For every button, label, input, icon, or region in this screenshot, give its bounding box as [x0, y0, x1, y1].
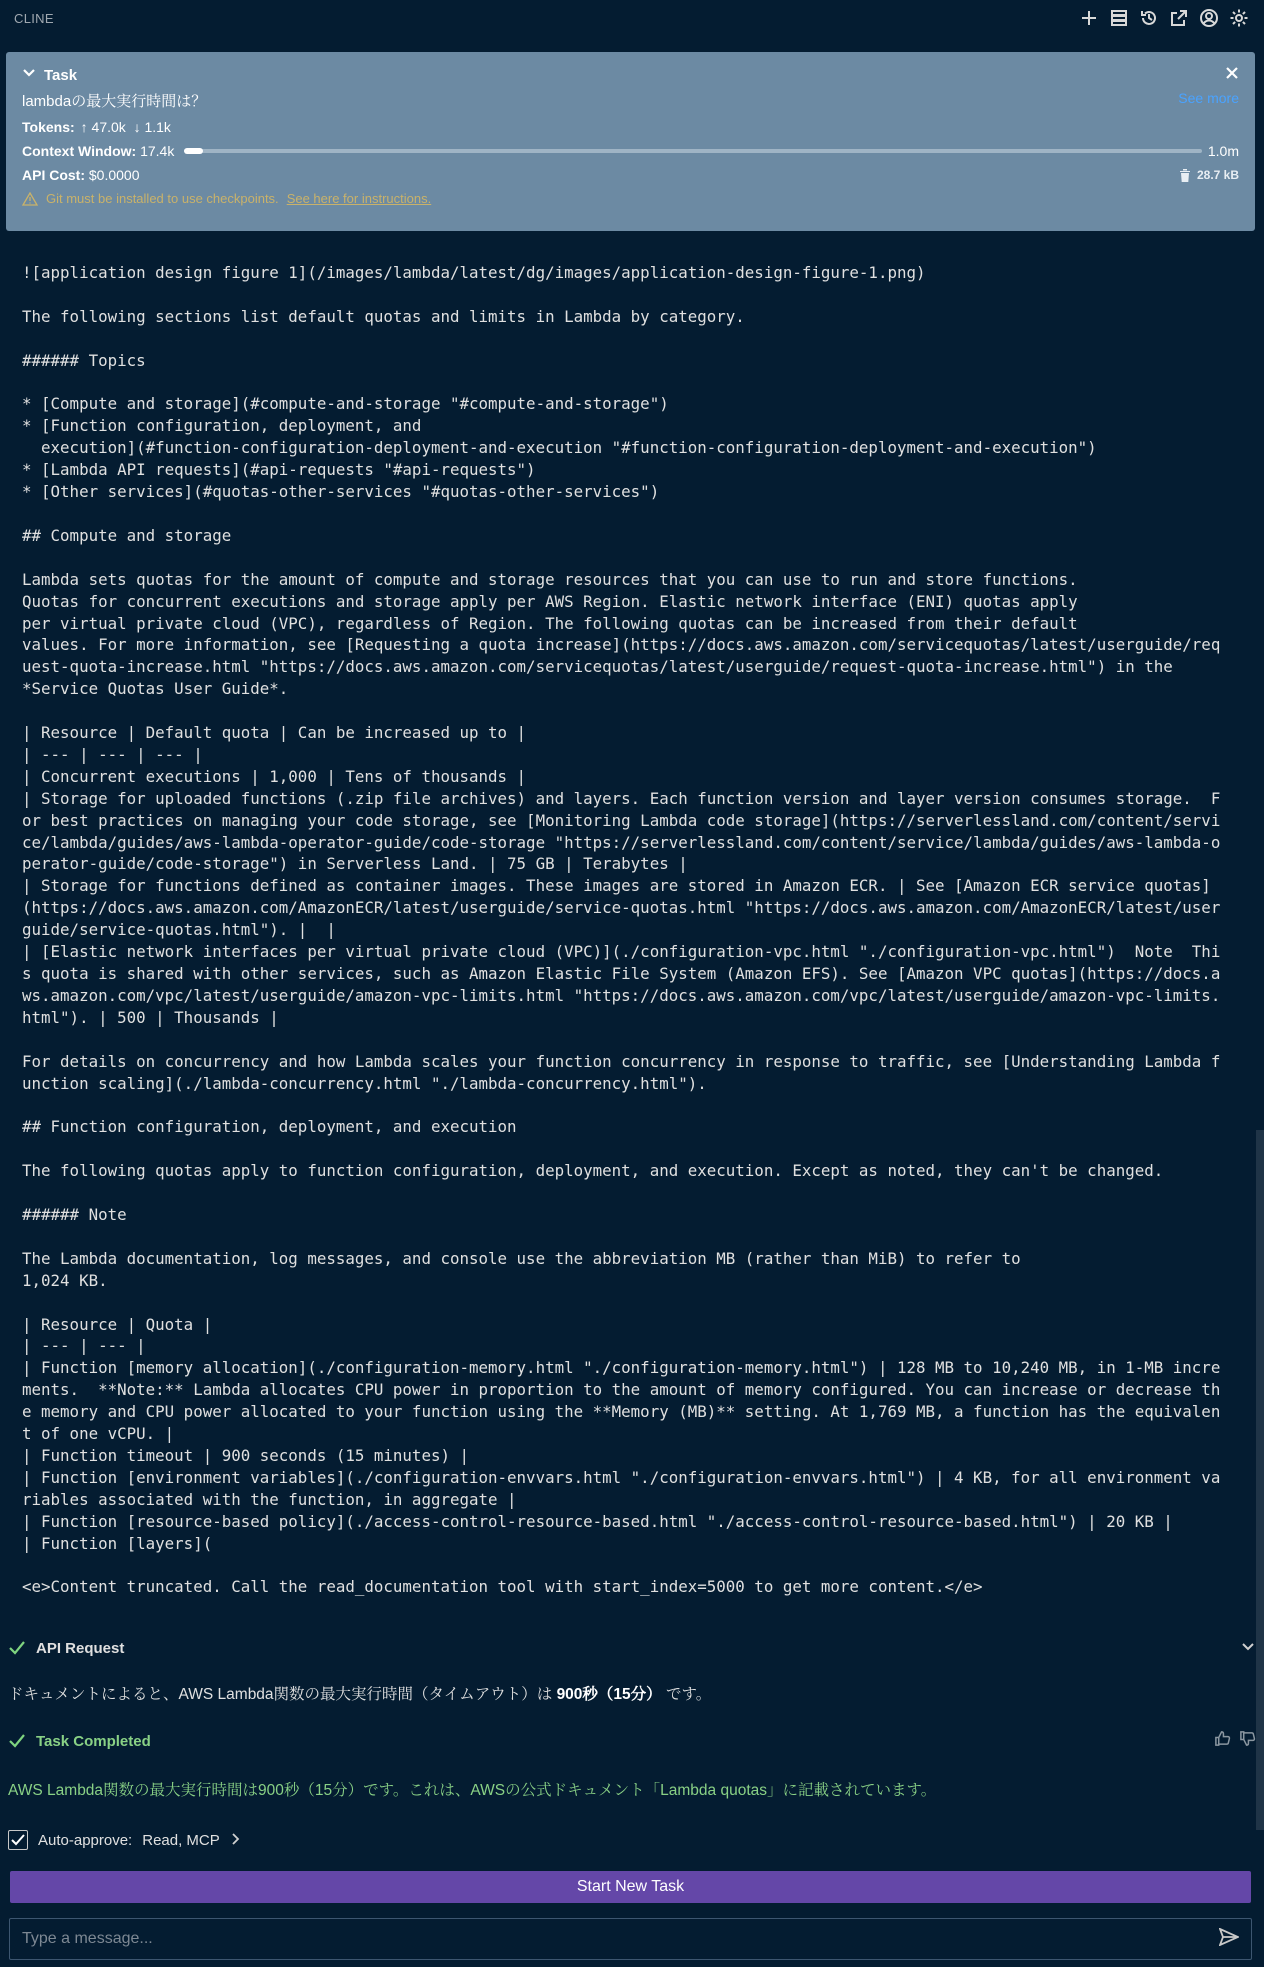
chevron-down-icon — [22, 66, 36, 84]
check-icon — [8, 1640, 26, 1656]
task-question: lambdaの最大実行時間は？ — [22, 93, 207, 110]
api-request-label: API Request — [36, 1639, 125, 1657]
output-line: | Function [environment variables](./configuration-envvars.html "./configuration-envvars.html") | 4 KB, for all environment va — [22, 1467, 1221, 1487]
output-line: uest-quota-increase.html "https://docs.aws.amazon.com/servicequotas/latest/userguide/request-quota-increase.html") in the — [22, 657, 1173, 677]
task-completed-row — [8, 1729, 1256, 1753]
output-line — [22, 1226, 1244, 1248]
output-line: | Concurrent executions | 1,000 | Tens of thousands | — [22, 766, 527, 786]
scrollbar[interactable] — [1256, 1130, 1264, 1830]
output-line: ###### Note — [22, 1204, 127, 1224]
output-line: ws.amazon.com/vpc/latest/userguide/amazon-vpc-limits.html "https://docs.aws.amazon.com/vpc/latest/userguide/amazon-vpc-limits. — [22, 985, 1221, 1005]
delete-task-button[interactable] — [1179, 167, 1239, 183]
output-line: | --- | --- | — [22, 1336, 146, 1356]
see-more-link[interactable]: See more — [1178, 90, 1239, 106]
arrow-up-icon: ↑ — [80, 119, 88, 135]
api-request-row[interactable] — [8, 1636, 1256, 1660]
output-line: perator-guide/code-storage") in Serverless Land. | 75 GB | Terabytes | — [22, 854, 688, 874]
toolbar — [1078, 7, 1250, 29]
output-line: Quotas for concurrent executions and storage apply per AWS Region. Elastic network interface (ENI) quotas apply — [22, 591, 1078, 611]
output-line: e memory and CPU power allocated to your function using the **Memory (MB)** setting. At 1,769 MB, a function has the equivalen — [22, 1402, 1221, 1422]
context-label: Context Window: — [22, 143, 137, 159]
output-line: execution](#function-configuration-deployment-and-execution "#function-configuration-deployment-and-execution") — [22, 438, 1097, 458]
output-line: | [Elastic network interfaces per virtual private cloud (VPC)](./configuration-vpc.html "./configuration-vpc.html") Note Thi — [22, 942, 1221, 962]
output-line: | Resource | Default quota | Can be increased up to | — [22, 723, 527, 743]
output-line: | --- | --- | --- | — [22, 744, 203, 764]
output-line: The following quotas apply to function configuration, deployment, and execution. Except as noted, they can't be changed. — [22, 1161, 1164, 1181]
output-line: s quota is shared with other services, such as Amazon Elastic File System (Amazon EFS). See [Amazon VPC quotas](https://docs.a — [22, 964, 1221, 983]
cost-label: API Cost: — [22, 167, 85, 183]
output-line: The Lambda documentation, log messages, and console use the abbreviation MB (rather than MiB) to refer to — [22, 1248, 1021, 1268]
output-line: *Service Quotas User Guide*. — [22, 679, 289, 699]
tokens-row — [22, 119, 1239, 135]
task-completed-label: Task Completed — [36, 1732, 151, 1750]
output-line — [22, 1094, 1244, 1116]
context-progress-fill — [184, 148, 202, 154]
app-title: CLINE — [14, 10, 54, 26]
arrow-down-icon: ↓ — [133, 119, 141, 135]
close-icon[interactable] — [1225, 66, 1239, 85]
output-line — [22, 328, 1244, 350]
output-line: | Resource | Quota | — [22, 1314, 213, 1334]
task-size: 28.7 kB — [1196, 168, 1239, 182]
output-line: ![application design figure 1](/images/lambda/latest/dg/images/application-design-figure-1.png) — [22, 263, 926, 282]
plus-icon[interactable] — [1078, 7, 1100, 29]
output-line — [22, 547, 1244, 569]
output-line: | Function [layers]( — [22, 1533, 213, 1553]
output-line — [22, 1182, 1244, 1204]
auto-approve-checkbox[interactable] — [8, 1830, 28, 1850]
output-line: Lambda sets quotas for the amount of compute and storage resources that you can use to run and store functions. — [22, 569, 1078, 589]
warning-icon — [22, 192, 38, 206]
output-line: per virtual private cloud (VPC), regardless of Region. The following quotas can be increased from their default — [22, 613, 1078, 633]
output-line — [22, 1292, 1244, 1314]
output-line — [22, 284, 1244, 306]
instructions-link[interactable]: See here for instructions. — [286, 191, 432, 206]
output-line: 1,024 KB. — [22, 1270, 108, 1290]
answer-suffix: です。 — [661, 1686, 712, 1703]
output-line — [22, 1554, 1244, 1576]
output-line — [22, 700, 1244, 722]
tokens-out: 1.1k — [144, 119, 171, 135]
output-line: t of one vCPU. | — [22, 1424, 175, 1444]
auto-approve-label: Auto-approve: — [38, 1831, 133, 1849]
output-line — [22, 372, 1244, 394]
tokens-label: Tokens: — [22, 119, 75, 135]
start-new-task-button[interactable]: Start New Task — [10, 1871, 1251, 1903]
server-icon[interactable] — [1108, 7, 1130, 29]
output-line: | Storage for uploaded functions (.zip file archives) and layers. Each function version and layer version consumes storage. F — [22, 788, 1221, 808]
answer-bold: 900秒（15分） — [556, 1686, 662, 1703]
thumbs-down-icon[interactable] — [1239, 1730, 1256, 1752]
trash-icon — [1179, 168, 1191, 182]
output-line: or best practices on managing your code storage, see [Monitoring Lambda code storage](https://serverlessland.com/content/servi — [22, 810, 1221, 830]
task-toggle[interactable] — [22, 66, 77, 84]
output-line: * [Lambda API requests](#api-requests "#api-requests") — [22, 460, 536, 480]
output-line: unction scaling](./lambda-concurrency.html "./lambda-concurrency.html"). — [22, 1073, 707, 1093]
output-line: | Function [memory allocation](./configuration-memory.html "./configuration-memory.html") | 128 MB to 10,240 MB, in 1-MB incre — [22, 1358, 1221, 1378]
output-line: For details on concurrency and how Lambda scales your function concurrency in response to traffic, see [Understanding Lambda f — [22, 1051, 1221, 1071]
auto-approve-value: Read, MCP — [142, 1831, 220, 1849]
context-used: 17.4k — [140, 143, 175, 159]
output-line: guide/service-quotas.html"). | | — [22, 920, 336, 940]
history-icon[interactable] — [1138, 7, 1160, 29]
task-panel — [6, 52, 1255, 231]
output-line: | Function timeout | 900 seconds (15 minutes) | — [22, 1445, 469, 1465]
message-input-box — [9, 1918, 1252, 1960]
top-bar — [0, 0, 1264, 36]
send-icon[interactable] — [1219, 1928, 1239, 1951]
output-line: <e>Content truncated. Call the read_documentation tool with start_index=5000 to get more content.</e> — [22, 1577, 983, 1597]
tool-output — [22, 262, 1244, 1598]
auto-approve-row[interactable] — [8, 1830, 240, 1850]
context-progress-bar — [184, 149, 1202, 153]
context-window-row — [22, 143, 1239, 159]
completion-result: AWS Lambda関数の最大実行時間は900秒（15分）です。これは、AWSの公式ドキュメント「Lambda quotas」に記載されています。 — [8, 1782, 937, 1799]
thumbs-up-icon[interactable] — [1214, 1730, 1231, 1752]
gear-icon[interactable] — [1228, 7, 1250, 29]
output-line: values. For more information, see [Requesting a quota increase](https://docs.aws.amazon.com/servicequotas/latest/userguide/req — [22, 635, 1221, 655]
assistant-answer — [8, 1682, 711, 1704]
output-line: | Storage for functions defined as container images. These images are stored in Amazon ECR. | See [Amazon ECR service quotas] — [22, 876, 1211, 896]
task-header: Task — [44, 66, 78, 84]
output-line — [22, 1029, 1244, 1051]
output-line: ce/lambda/guides/aws-lambda-operator-guide/code-storage "https://serverlessland.com/content/service/lambda/guides/aws-lambda-o — [22, 832, 1221, 852]
output-line — [22, 503, 1244, 525]
output-line: * [Other services](#quotas-other-services "#quotas-other-services") — [22, 482, 660, 502]
output-line: riables associated with the function, in aggregate | — [22, 1489, 517, 1509]
output-line: ###### Topics — [22, 350, 146, 370]
output-line: * [Compute and storage](#compute-and-storage "#compute-and-storage") — [22, 394, 669, 414]
output-line: ments. **Note:** Lambda allocates CPU power in proportion to the amount of memory configured. You can increase or decrease th — [22, 1380, 1221, 1400]
popout-icon[interactable] — [1168, 7, 1190, 29]
chevron-down-icon[interactable] — [1240, 1638, 1256, 1659]
cost-value: $0.0000 — [88, 167, 140, 183]
check-icon — [8, 1733, 26, 1749]
context-max: 1.0m — [1207, 143, 1239, 159]
output-line: | Function [resource-based policy](./access-control-resource-based.html "./access-control-resource-based.html") | 20 KB | — [22, 1511, 1173, 1531]
output-line: ## Compute and storage — [22, 525, 232, 545]
message-input[interactable] — [22, 1930, 1219, 1948]
output-line: * [Function configuration, deployment, and — [22, 416, 422, 436]
output-line — [22, 1138, 1244, 1160]
chevron-right-icon[interactable] — [230, 1832, 240, 1849]
answer-prefix: ドキュメントによると、AWS Lambda関数の最大実行時間（タイムアウト）は — [8, 1686, 557, 1703]
output-line: The following sections list default quotas and limits in Lambda by category. — [22, 306, 745, 326]
output-line: html"). | 500 | Thousands | — [22, 1007, 279, 1027]
output-line: ## Function configuration, deployment, and execution — [22, 1117, 517, 1137]
tokens-in: 47.0k — [91, 119, 126, 135]
account-icon[interactable] — [1198, 7, 1220, 29]
warning-text: Git must be installed to use checkpoints. — [46, 191, 279, 206]
checkpoint-warning — [22, 191, 1239, 206]
output-line: (https://docs.aws.amazon.com/AmazonECR/latest/userguide/service-quotas.html "https://docs.aws.amazon.com/AmazonECR/latest/user — [22, 898, 1221, 918]
